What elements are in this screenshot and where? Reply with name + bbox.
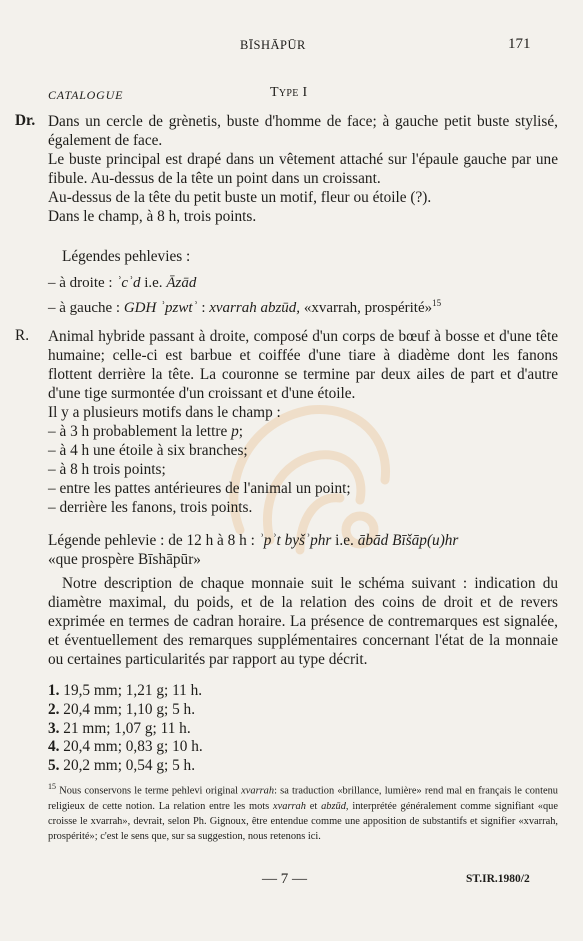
reverse-label: R. (15, 327, 30, 344)
legends-list (48, 273, 558, 318)
reverse-motifs-list (48, 422, 558, 517)
list-item: – à 8 h trois points; (48, 461, 166, 478)
obverse-description (48, 112, 558, 226)
list-item: 5. 20,2 mm; 0,54 g; 5 h. (48, 757, 196, 775)
reverse-legend: Légende pehlevie : de 12 h à 8 h : ʾpʾt byšʾphr i.e. ābād Bīšāp(u)hr «que prospère Bīshāpūr» (48, 532, 459, 568)
obverse-p1: Dans un cercle de grènetis, buste d'homme de face; à gauche petit buste stylisé, également de face. (48, 113, 558, 149)
list-item: 1. 19,5 mm; 1,21 g; 11 h. (48, 682, 203, 699)
list-item: – derrière les fanons, trois points. (48, 499, 253, 516)
reverse-p1: Animal hybride passant à droite, composé d'un corps de bœuf à bosse et d'une tête humaine; celle-ci est barbue et coiffée d'une tiare à diadème dont les fanons flottent derrière la tête. La couronne se termine par deux ailes de part et d'autre d'une tige surmontée d'un croissant et d'une étoile. (48, 328, 558, 402)
obverse-label: Dr. (15, 112, 36, 129)
catalogue-label: CATALOGUE (48, 88, 124, 102)
reverse-description (48, 327, 558, 517)
list-item: 3. 21 mm; 1,07 g; 11 h. (48, 719, 191, 737)
description-paragraph: Notre description de chaque monnaie suit le schéma suivant : indication du diamètre maximal, du poids, et de la relation des coins de droit et de revers exprimée en termes de cadran horaire. La présence de contremarques est signalée, et éventuellement des remarques supplémentaires concernant l'état de la monnaie ou certaines particularités par rapport au type décrit. (48, 575, 558, 668)
list-item: 4. 20,4 mm; 0,83 g; 10 h. (48, 738, 203, 756)
list-item: – à 4 h une étoile à six branches; (48, 442, 248, 459)
obverse-p3: Au-dessus de la tête du petit buste un motif, fleur ou étoile (?). (48, 189, 432, 206)
reverse-motifs-intro: Il y a plusieurs motifs dans le champ : (48, 404, 281, 421)
legend-left: – à gauche : GDH ʾpzwtʾ : xvarrah abzūd, «xvarrah, prospérité»$^{15}$ (48, 298, 442, 316)
page-number: 171 (508, 36, 531, 52)
obverse-p4: Dans le champ, à 8 h, trois points. (48, 208, 257, 225)
running-header: BĪSHĀPŪR (240, 38, 306, 52)
footnote: $^{15}$ Nous conservons le terme pehlevi original xvarrah: sa traduction «brillance, lumière» rend mal en français le contenu religieux de cette notion. La relation entre les mots xvarrah et abzūd, interprétée généralement comme signifiant «que croisse le xvarrah», devrait, selon Ph. Gignoux, être entendue comme une apposition de substantifs et signifier «xvarrah, prospérité»; c'est le sens que, sur sa suggestion, nous retenons ici. (48, 782, 558, 843)
obverse-p2: Le buste principal est drapé dans un vêtement attaché sur l'épaule gauche par une fibule. Au-dessus de la tête un point dans un croissant. (48, 151, 558, 187)
coin-entries (48, 682, 203, 776)
footnote-ref: 15 (432, 298, 442, 308)
footer-page-number: — 7 — (262, 871, 307, 887)
list-item: – à 3 h probablement la lettre p; (48, 423, 243, 440)
list-item: – entre les pattes antérieures de l'animal un point; (48, 480, 351, 497)
type-heading: Type I (270, 85, 308, 100)
legend-right: – à droite : ʾcʾd i.e. Āzād (48, 275, 197, 291)
footer-reference: ST.IR.1980/2 (466, 873, 530, 885)
list-item: 2. 20,4 mm; 1,10 g; 5 h. (48, 700, 196, 718)
legends-heading: Légendes pehlevies : (62, 248, 191, 265)
